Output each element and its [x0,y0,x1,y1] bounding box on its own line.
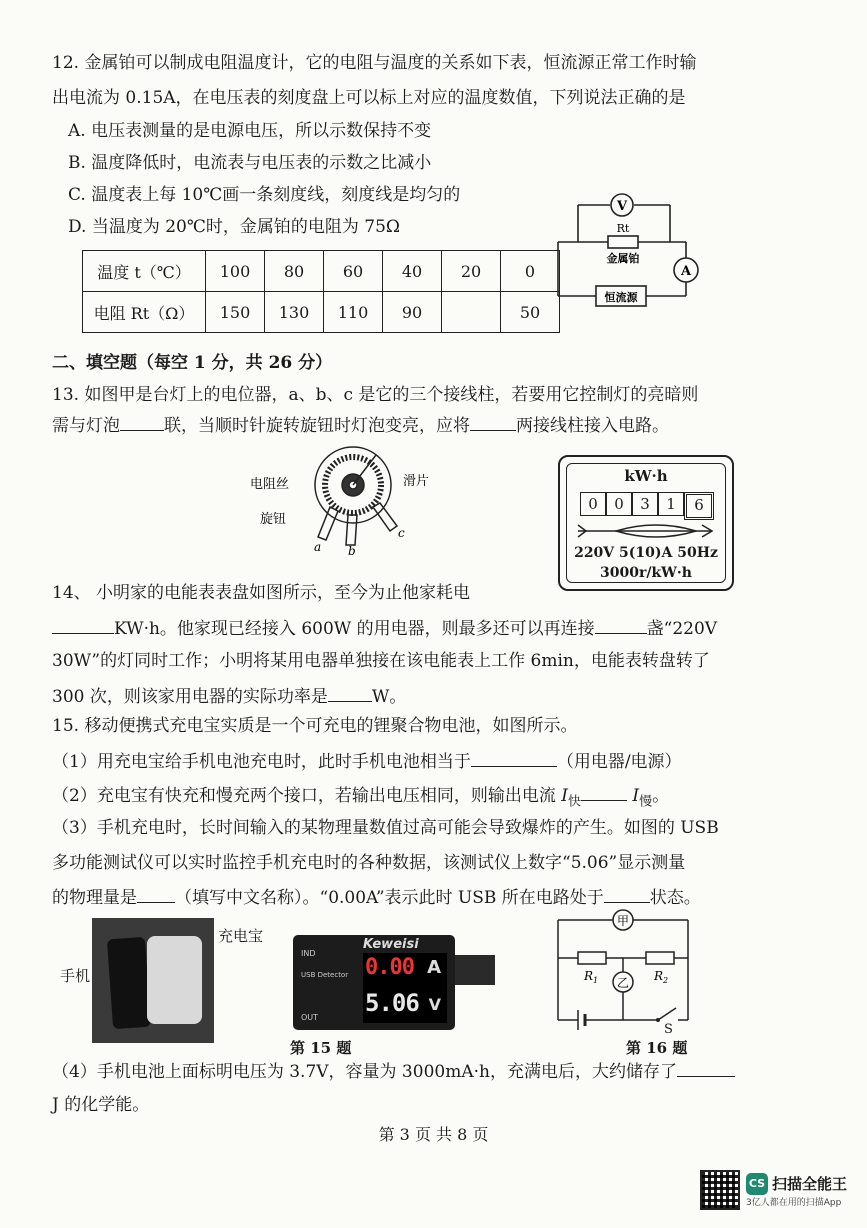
answer-blank[interactable] [677,1058,735,1077]
q15-part4-line2: J 的化学能。 [52,1095,150,1115]
q15-part1 [52,748,682,775]
q14-text: 300 次，则该家用电器的实际功率是 [52,687,328,707]
usb-tester [293,935,455,1030]
resistor-label: Rt [616,222,630,235]
q12-circuit-diagram [548,190,718,320]
powerbank-label: 充电宝 [218,927,264,945]
phone-label: 手机 [60,967,91,985]
meter-digit: 1 [658,492,684,516]
answer-blank[interactable] [328,683,372,702]
q14-stem-line2 [52,615,717,642]
meter-digits [580,492,714,520]
resistance-wire-label: 电阻丝 [250,477,290,492]
phone-image [107,937,151,1029]
q16-caption: 第 16 题 [626,1039,688,1057]
brand-name: 扫描全能王 [772,1175,848,1193]
q12-option-b: B. 温度降低时，电流表与电压表的示数之比减小 [68,153,432,173]
terminal-c-label: c [398,526,405,540]
q13-stem-line1: 13. 如图甲是台灯上的电位器，a、b、c 是它的三个接线柱，若要用它控制灯的亮暗则 [52,385,699,405]
q15-part3-line2: 多功能测试仪可以实时监控手机充电时的各种数据，该测试仪上数字“5.06”显示测量 [52,853,686,873]
q15-part2 [52,782,669,815]
brand-tagline: 3亿人都在用的扫描App [746,1197,842,1208]
answer-blank[interactable] [604,884,650,903]
q14-stem-line3: 30W”的灯同时工作；小明将某用电器单独接在该电能表上工作 6min，电能表转盘转了 [52,651,710,671]
terminal-b-label: b [348,544,356,558]
answer-blank[interactable] [581,782,627,801]
q13-stem-line2 [52,412,669,439]
table-cell [442,292,501,333]
i-fast-symbol: I [561,786,568,806]
table-cell: 100 [206,251,265,292]
r1-label: $R_1$ [584,969,599,985]
switch-label: S [664,1022,673,1037]
usb-cable-image [455,955,495,985]
ammeter-symbol: A [680,264,692,279]
meter-digit: 0 [606,492,632,516]
table-cell: 90 [383,292,442,333]
meter-yi-symbol: 乙 [616,976,630,990]
q14-stem-line4 [52,683,406,710]
table-cell: 40 [383,251,442,292]
q15-part3-line1: （3）手机充电时，长时间输入的某物理量数值过高可能会导致爆炸的产生。如图的 USB [52,818,719,838]
camscanner-logo-icon: CS [746,1173,768,1195]
q13-text: 两接线柱接入电路。 [516,416,669,436]
table-cell: 20 [442,251,501,292]
tester-in-label: IND [301,949,316,958]
meter-unit: kW·h [624,467,668,485]
answer-blank[interactable] [137,884,175,903]
q12-stem-line1: 12. 金属铂可以制成电阻温度计，它的电阻与温度的关系如下表，恒流源正常工作时输 [52,53,697,73]
table-cell: 110 [324,292,383,333]
answer-blank[interactable] [471,748,557,767]
meter-spec-revolutions: 3000r/kW·h [600,565,692,581]
q15-text: 状态。 [649,888,701,908]
q12-option-c: C. 温度表上每 10℃画一条刻度线，刻度线是均匀的 [68,185,461,205]
potentiometer-figure [248,445,448,560]
q15-part4-line1 [52,1058,735,1085]
table-row-label: 电阻 Rt（Ω） [83,292,206,333]
tester-display [363,953,447,1023]
answer-blank[interactable] [52,615,114,634]
q15-caption: 第 15 题 [290,1039,352,1057]
q14-stem-line1: 14、 小明家的电能表表盘如图所示，至今为止他家耗电 [52,583,471,603]
scanner-watermark [700,1170,847,1210]
meter-rotation-arrow-icon [576,521,716,541]
energy-meter [558,455,734,591]
i-slow-symbol: I [632,786,640,806]
table-cell: 0 [501,251,560,292]
page-footer: 第 3 页 共 8 页 [378,1125,489,1144]
q14-text: W。 [371,687,407,707]
source-label: 恒流源 [604,291,638,304]
i-slow-subscript: 慢 [639,794,653,810]
table-cell: 80 [265,251,324,292]
table-cell: 60 [324,251,383,292]
answer-blank[interactable] [120,412,164,431]
q13-text: 需与灯泡 [52,416,120,436]
q15-text: 。 [652,786,670,806]
q15-part3-line3 [52,884,701,911]
meter-jia-symbol: 甲 [616,914,630,928]
table-row-label: 温度 t（℃） [83,251,206,292]
meter-spec-voltage: 220V 5(10)A 50Hz [574,545,718,561]
qr-code-icon [700,1170,740,1210]
q14-text: KW·h。他家现已经接入 600W 的用电器，则最多还可以再连接 [114,619,595,639]
voltmeter-symbol: V [616,199,628,214]
answer-blank[interactable] [595,615,647,634]
q15-text: （1）用充电宝给手机电池充电时，此时手机电池相当于 [52,752,471,772]
section-title: 二、填空题（每空 1 分，共 26 分） [52,353,333,373]
q12-temperature-resistance-table [82,250,560,333]
q16-circuit-diagram [548,908,718,1033]
tester-current-value: 0.00 [365,955,414,980]
answer-blank[interactable] [470,412,516,431]
q14-text: 盏“220V [646,619,718,639]
tester-model-label: USB Detector [301,971,349,979]
meter-digit: 0 [580,492,606,516]
q15-stem-line1: 15. 移动便携式充电宝实质是一个可充电的锂聚合物电池，如图所示。 [52,716,578,736]
q12-stem-line2: 出电流为 0.15A，在电压表的刻度盘上可以标上对应的温度数值，下列说法正确的是 [52,88,686,108]
table-cell: 130 [265,292,324,333]
q15-text: （4）手机电池上面标明电压为 3.7V，容量为 3000mA·h，充满电后，大约储存了 [52,1062,677,1082]
tester-current-unit: A [427,957,441,978]
meter-digit: 3 [632,492,658,516]
q15-text: （2）充电宝有快充和慢充两个接口，若输出电压相同，则输出电流 [52,786,562,806]
table-row [83,292,560,333]
table-cell: 150 [206,292,265,333]
q15-text: （填写中文名称）。“0.00A”表示此时 USB 所在电路处于 [175,888,604,908]
powerbank-image [147,936,202,1024]
q13-text: 联，当顺时针旋转旋钮时灯泡变亮，应将 [164,416,470,436]
tester-brand: Keweisi [363,937,419,952]
r2-label: $R_2$ [654,969,669,985]
meter-digit-decimal: 6 [684,492,714,520]
knob-label: 旋钮 [260,512,287,527]
tester-out-label: OUT [301,1013,319,1022]
terminal-a-label: a [314,540,322,554]
phone-powerbank-photo [92,918,214,1043]
q12-option-d: D. 当温度为 20℃时，金属铂的电阻为 75Ω [68,217,401,237]
tester-voltage-unit: V [428,995,441,1014]
platinum-label: 金属铂 [606,252,640,265]
table-row [83,251,560,292]
q15-text: 的物理量是 [52,888,137,908]
q12-option-a: A. 电压表测量的是电源电压，所以示数保持不变 [68,121,432,141]
slider-label: 滑片 [403,474,430,489]
q15-text: （用电器/电源） [556,752,682,772]
table-cell: 50 [501,292,560,333]
i-fast-subscript: 快 [567,794,581,810]
tester-voltage-value: 5.06 [365,989,419,1017]
